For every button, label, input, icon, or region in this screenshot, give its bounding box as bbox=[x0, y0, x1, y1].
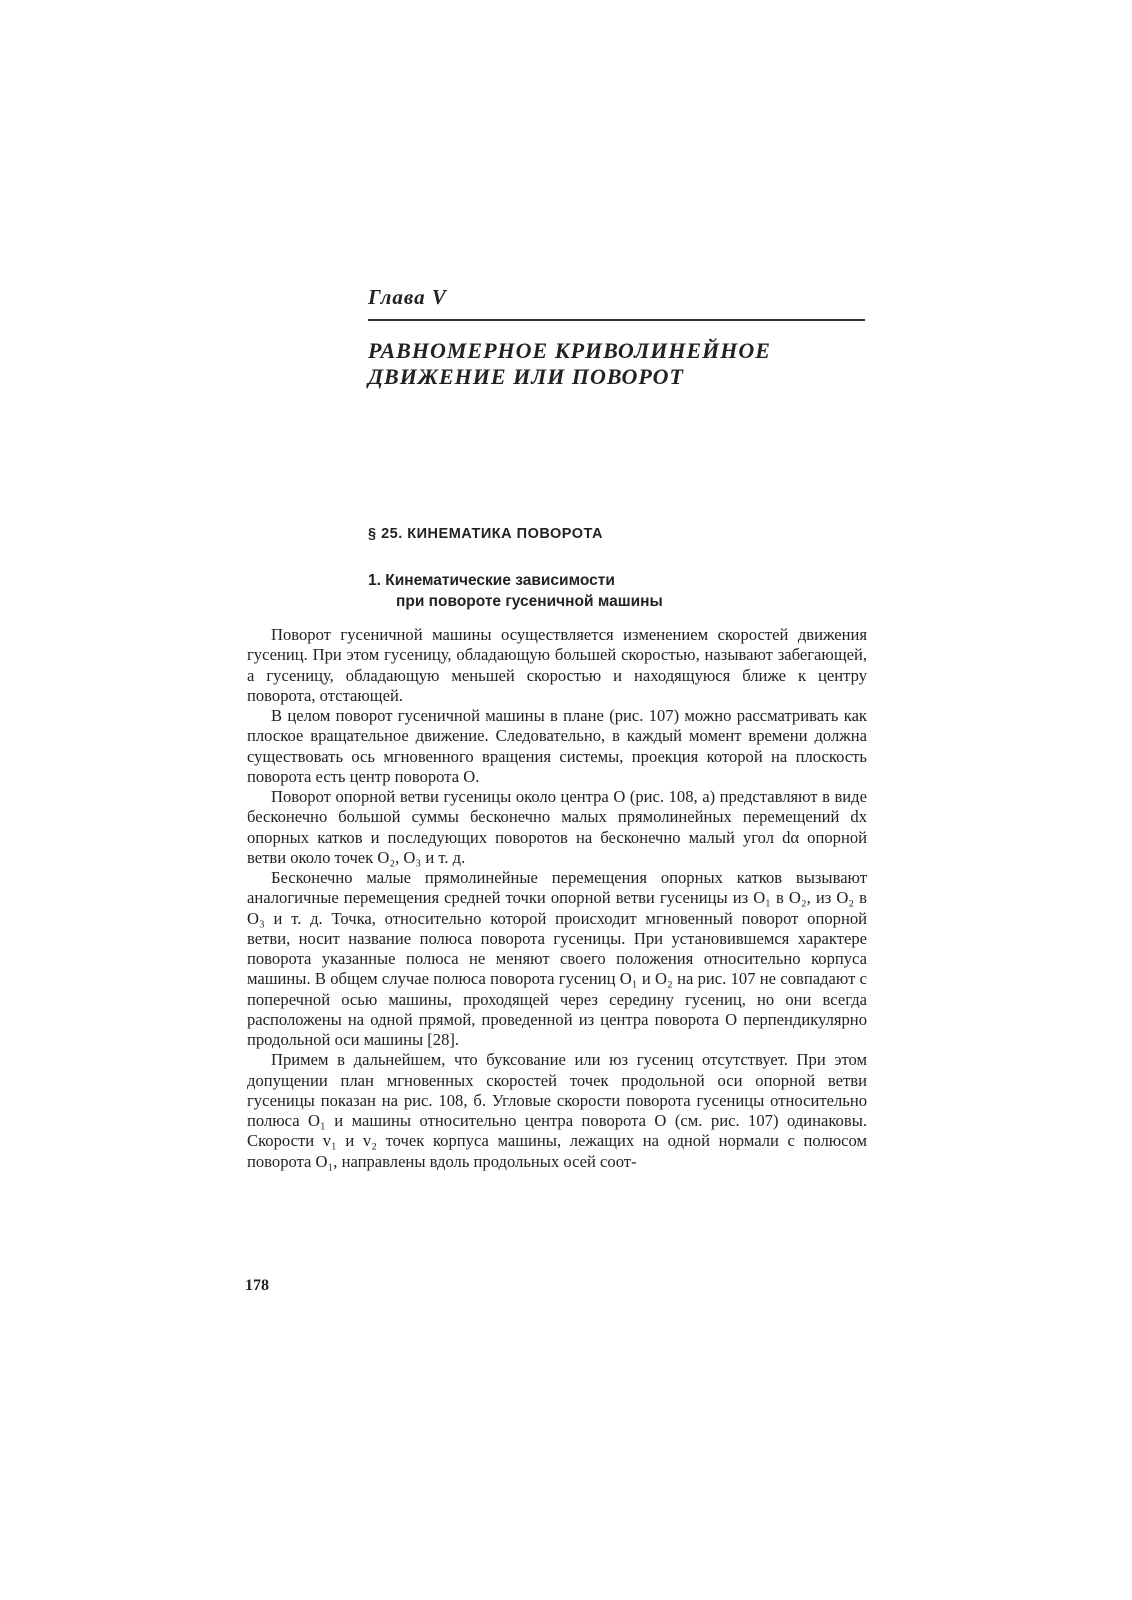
page-number: 178 bbox=[245, 1277, 269, 1294]
subsection-title-line: 1. Кинематические зависимости bbox=[368, 572, 615, 589]
chapter-divider bbox=[368, 319, 865, 321]
paragraph: В целом поворот гусеничной машины в плане (рис. 107) можно рассматривать как плоское вращательное движение. Следовательно, в каждый момент времени должна существовать ось мгновенного вращения системы, проекция которой на плоскость поворота есть центр поворота O. bbox=[247, 706, 867, 786]
chapter-title-line: ДВИЖЕНИЕ ИЛИ ПОВОРОТ bbox=[368, 364, 684, 389]
paragraph: Бесконечно малые прямолинейные перемещения опорных катков вызывают аналогичные перемещения средней точки опорной ветви гусеницы из O₁ в O₂, из O₂ в O₃ и т. д. Точка, относительно которой происходит мгновенный поворот опорной ветви, носит название полюса поворота гусеницы. При установившемся характере поворота указанные полюса не меняют своего положения относительно корпуса машины. В общем случае полюса поворота гусениц O₁ и O₂ на рис. 107 не совпадают с поперечной осью машины, проходящей через середину гусениц, но они всегда расположены на одной прямой, проведенной из центра поворота O перпендикулярно продольной оси машины [28]. bbox=[247, 868, 867, 1049]
subsection-title-line: при повороте гусеничной машины bbox=[396, 593, 663, 610]
chapter-title bbox=[368, 338, 868, 390]
chapter-label: Глава V bbox=[368, 285, 447, 309]
section-title: § 25. КИНЕМАТИКА ПОВОРОТА bbox=[368, 526, 603, 542]
paragraph: Примем в дальнейшем, что буксование или юз гусениц отсутствует. При этом допущении план мгновенных скоростей точек продольной оси опорной ветви гусеницы показан на рис. 108, б. Угловые скорости поворота гусеницы относительно полюса O₁ и машины относительно центра поворота O (см. рис. 107) одинаковы. Скорости v₁ и v₂ точек корпуса машины, лежащих на одной нормали с полюсом поворота O₁, направлены вдоль продольных осей соот- bbox=[247, 1050, 867, 1171]
paragraph: Поворот опорной ветви гусеницы около центра O (рис. 108, a) представляют в виде бесконечно большой суммы бесконечно малых прямолинейных перемещений dx опорных катков и последующих поворотов на бесконечно малый угол dα опорной ветви около точек O₂, O₃ и т. д. bbox=[247, 787, 867, 867]
subsection-title bbox=[368, 570, 663, 612]
body-text bbox=[247, 625, 867, 1172]
chapter-title-line: РАВНОМЕРНОЕ КРИВОЛИНЕЙНОЕ bbox=[368, 338, 771, 363]
paragraph: Поворот гусеничной машины осуществляется изменением скоростей движения гусениц. При этом гусеницу, обладающую большей скоростью, называют забегающей, а гусеницу, обладающую меньшей скоростью и находящуюся ближе к центру поворота, отстающей. bbox=[247, 625, 867, 705]
